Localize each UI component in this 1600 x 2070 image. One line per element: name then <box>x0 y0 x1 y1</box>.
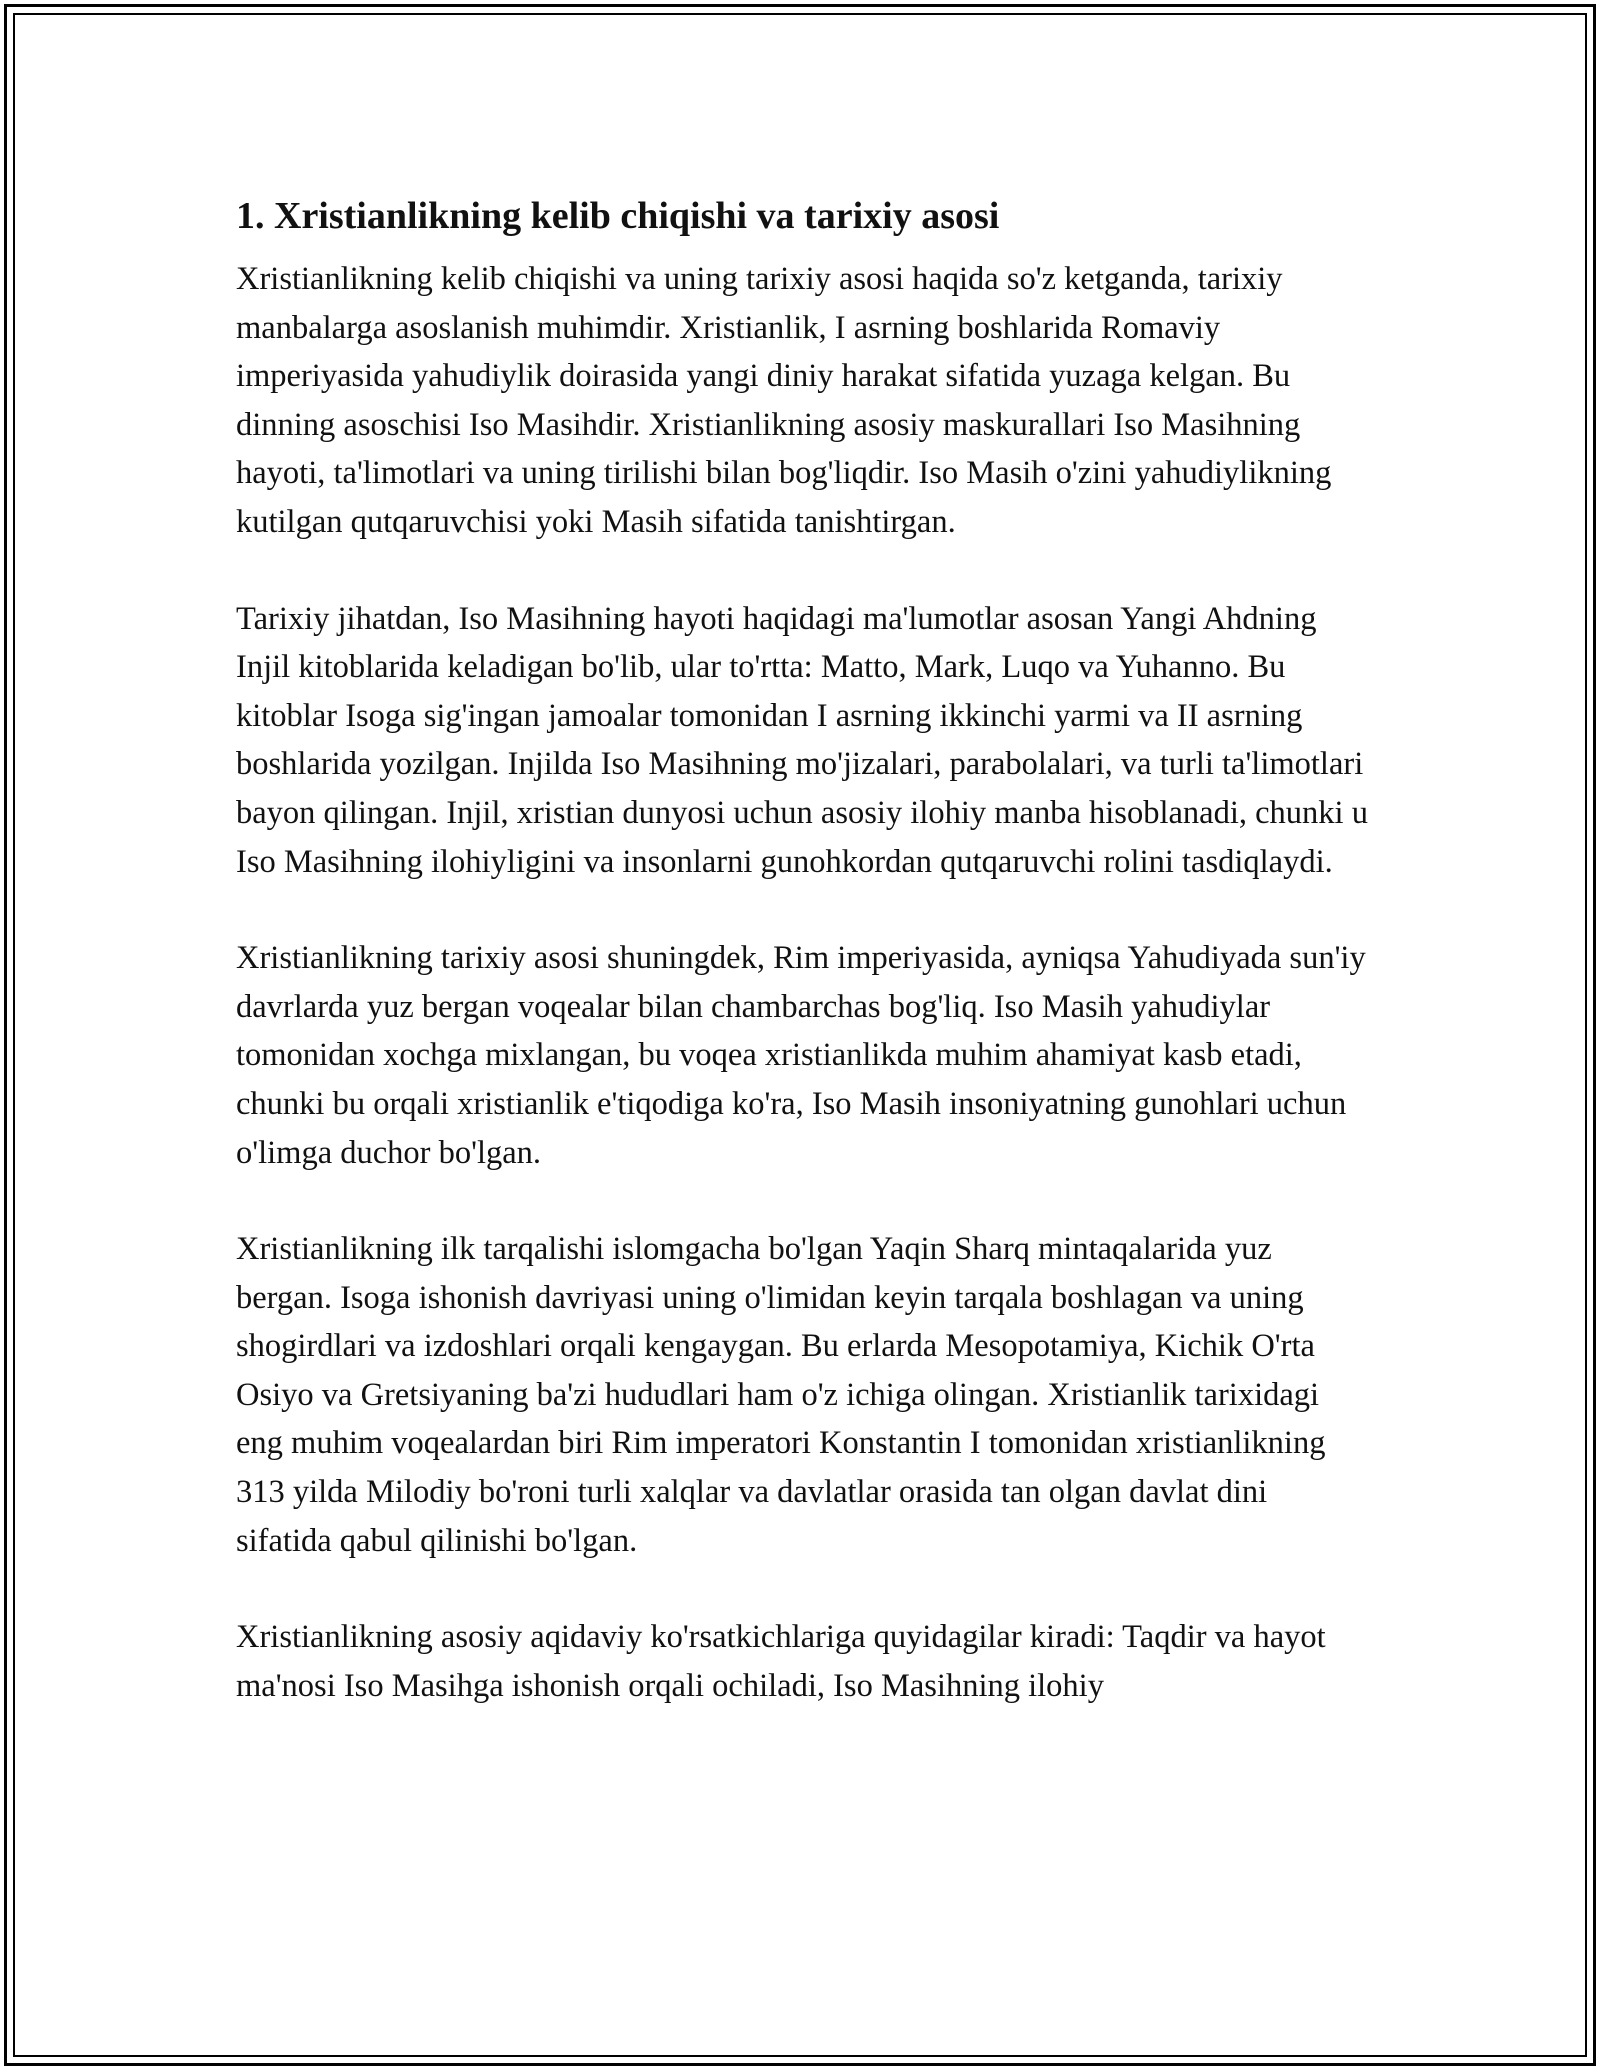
paragraph-1: Xristianlikning kelib chiqishi va uning tarixiy asosi haqida so'z ketganda, tarixiy manbalarga asoslanish muhimdir. Xristianlik, I asrning boshlarida Romaviy imperiyasida yahudiylik doirasida yangi diniy harakat sifatida yuzaga kelgan. Bu dinning asoschisi Iso Masihdir. Xristianlikning asosiy maskurallari Iso Masihning hayoti, ta'limotlari va uning tirilishi bilan bog'liqdir. Iso Masih o'zini yahudiylikning kutilgan qutqaruvchisi yoki Masih sifatida tanishtirgan. <box>236 261 1332 540</box>
paragraph-4: Xristianlikning ilk tarqalishi islomgacha bo'lgan Yaqin Sharq mintaqalarida yuz bergan. Isoga ishonish davriyasi uning o'limidan keyin tarqala boshlagan va uning shogirdlari va izdoshlari orqali kengaygan. Bu erlarda Mesopotamiya, Kichik O'rta Osiyo va Gretsiyaning ba'zi hududlari ham o'z ichiga olingan. Xristianlik tarixidagi eng muhim voqealardan biri Rim imperatori Konstantin I tomonidan xristianlikning 313 yilda Milodiy bo'roni turli xalqlar va davlatlar orasida tan olgan davlat dini sifatida qabul qilinishi bo'lgan. <box>236 1231 1326 1559</box>
paragraph-5: Xristianlikning asosiy aqidaviy ko'rsatkichlariga quyidagilar kiradi: Taqdir va hayot ma'nosi Iso Masihga ishonish orqali ochiladi, Iso Masihning ilohiy <box>236 1619 1326 1704</box>
document-body <box>236 192 1370 1758</box>
section-heading: 1. Xristianlikning kelib chiqishi va tarixiy asosi <box>236 195 1000 237</box>
paragraph-3: Xristianlikning tarixiy asosi shuningdek, Rim imperiyasida, ayniqsa Yahudiyada sun'iy davrlarda yuz bergan voqealar bilan chambarchas bog'liq. Iso Masih yahudiylar tomonidan xochga mixlangan, bu voqea xristianlikda muhim ahamiyat kasb etadi, chunki bu orqali xristianlik e'tiqodiga ko'ra, Iso Masih insoniyatning gunohlari uchun o'limga duchor bo'lgan. <box>236 940 1366 1171</box>
paragraph-2: Tarixiy jihatdan, Iso Masihning hayoti haqidagi ma'lumotlar asosan Yangi Ahdning Injil kitoblarida keladigan bo'lib, ular to'rtta: Matto, Mark, Luqo va Yuhanno. Bu kitoblar Isoga sig'ingan jamoalar tomonidan I asrning ikkinchi yarmi va II asrning boshlarida yozilgan. Injilda Iso Masihning mo'jizalari, parabolalari, va turli ta'limotlari bayon qilingan. Injil, xristian dunyosi uchun asosiy ilohiy manba hisoblanadi, chunki u Iso Masihning ilohiyligini va insonlarni gunohkordan qutqaruvchi rolini tasdiqlaydi. <box>236 600 1368 880</box>
